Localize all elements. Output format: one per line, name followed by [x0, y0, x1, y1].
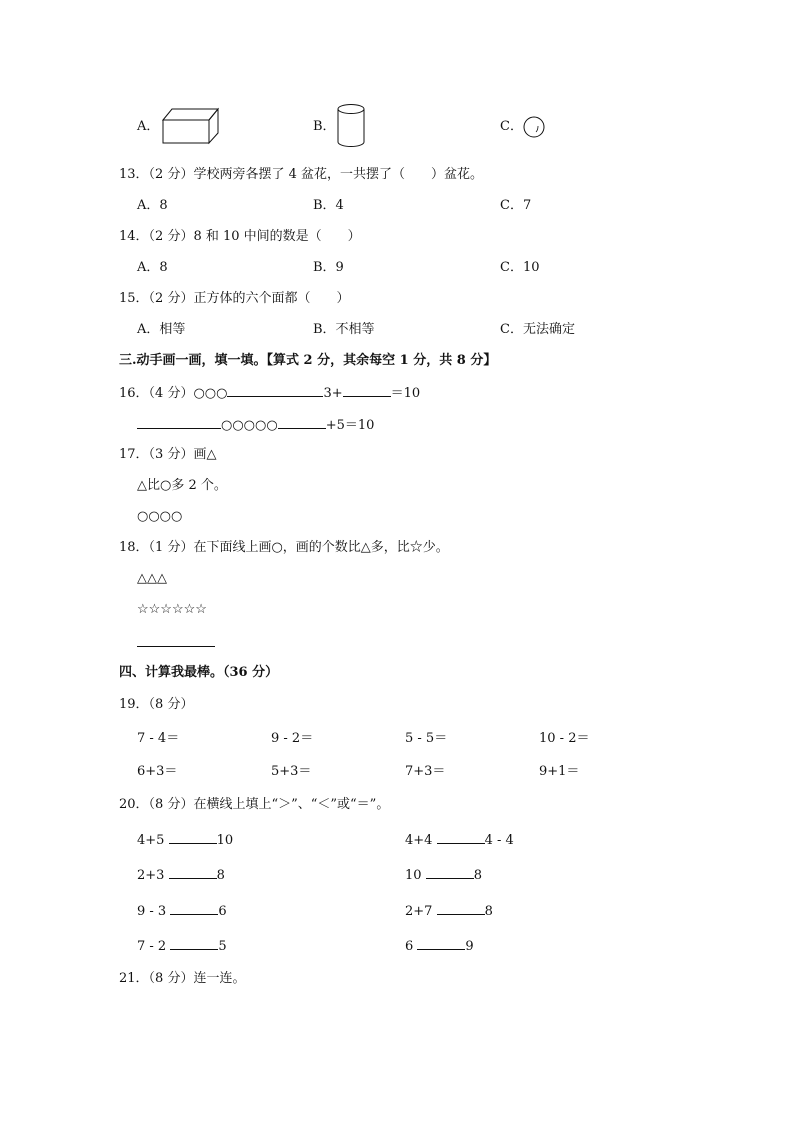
- section-3-title: 三.动手画一画，填一填。【算式 2 分，其余每空 1 分，共 8 分】: [119, 353, 497, 368]
- calc-item: 5 - 5＝: [405, 731, 448, 746]
- section-4-title: 四、计算我最棒。（36 分）: [119, 665, 279, 680]
- compare-item: [137, 902, 227, 920]
- question-16-line-1: [119, 384, 420, 402]
- question-16-line-2: [137, 416, 374, 434]
- q14-option-b: B．9: [313, 260, 344, 275]
- option-label: A．: [137, 119, 160, 134]
- compare-right: 10: [216, 833, 234, 848]
- answer-blank[interactable]: [169, 866, 217, 879]
- answer-blank[interactable]: [343, 384, 391, 397]
- question-18-draw-line[interactable]: [137, 634, 215, 652]
- question-18-stem: 18．（1 分）在下面线上画○，画的个数比△多，比☆少。: [119, 540, 449, 555]
- q14-option-a: A．8: [137, 260, 168, 275]
- answer-blank[interactable]: [426, 866, 474, 879]
- expression-part: 3+: [323, 386, 343, 401]
- answer-blank[interactable]: [137, 416, 221, 429]
- q13-option-c: C．7: [500, 198, 532, 213]
- compare-item: [137, 831, 233, 849]
- answer-blank[interactable]: [169, 831, 217, 844]
- question-20-stem: 20．（8 分）在横线上填上“＞”、“＜”或“＝”。: [119, 797, 390, 812]
- compare-item: [405, 831, 514, 849]
- question-15-stem: 15．（2 分）正方体的六个面都（ ）: [119, 291, 350, 306]
- sphere-icon: [523, 116, 547, 140]
- answer-blank[interactable]: [137, 634, 215, 647]
- q12-option-b: [313, 119, 336, 135]
- compare-left: 9 - 3: [137, 904, 167, 919]
- calc-item: 7 - 4＝: [137, 731, 180, 746]
- compare-left: 2+7: [405, 904, 433, 919]
- q15-option-a: A．相等: [137, 322, 186, 337]
- compare-left: 10: [405, 868, 422, 883]
- q13-option-a: A．8: [137, 198, 168, 213]
- q13-option-b: B．4: [313, 198, 344, 213]
- compare-item: [405, 866, 482, 884]
- cuboid-icon: [162, 107, 220, 145]
- option-label: B．: [313, 119, 336, 134]
- answer-blank[interactable]: [437, 902, 485, 915]
- calc-item: 6+3＝: [137, 764, 178, 779]
- q12-option-a: [137, 119, 159, 135]
- compare-item: [405, 902, 493, 920]
- compare-right: 6: [218, 904, 227, 919]
- question-17-circles: ○○○○: [137, 509, 183, 524]
- question-18-triangles: △△△: [137, 571, 167, 586]
- compare-left: 2+3: [137, 868, 165, 883]
- question-21-stem: 21．（8 分）连一连。: [119, 971, 246, 986]
- question-17-stem: 17．（3 分）画△: [119, 447, 217, 462]
- q15-option-c: C．无法确定: [500, 322, 575, 337]
- expression-part: ＝10: [390, 386, 421, 401]
- answer-blank[interactable]: [170, 937, 218, 950]
- compare-left: 7 - 2: [137, 939, 167, 954]
- question-19-stem: 19．（8 分）: [119, 697, 194, 712]
- cylinder-icon: [336, 103, 368, 149]
- question-16-stem: 16．（4 分）○○○: [119, 386, 228, 401]
- compare-right: 9: [465, 939, 474, 954]
- question-18-stars: ☆☆☆☆☆☆: [137, 602, 207, 617]
- compare-item: [405, 937, 474, 955]
- answer-blank[interactable]: [227, 384, 323, 397]
- compare-right: 8: [216, 868, 225, 883]
- compare-right: 4 - 4: [484, 833, 514, 848]
- compare-right: 8: [473, 868, 482, 883]
- circle-shapes: ○○○○○: [221, 418, 278, 433]
- compare-left: 4+4: [405, 833, 433, 848]
- expression-part: +5＝10: [325, 418, 375, 433]
- compare-left: 6: [405, 939, 414, 954]
- q14-option-c: C．10: [500, 260, 540, 275]
- option-label: C．: [500, 119, 523, 134]
- calc-item: 7+3＝: [405, 764, 446, 779]
- calc-item: 5+3＝: [271, 764, 312, 779]
- answer-blank[interactable]: [437, 831, 485, 844]
- q15-option-b: B．不相等: [313, 322, 375, 337]
- answer-blank[interactable]: [278, 416, 326, 429]
- calc-item: 9+1＝: [539, 764, 580, 779]
- calc-item: 9 - 2＝: [271, 731, 314, 746]
- calc-item: 10 - 2＝: [539, 731, 590, 746]
- answer-blank[interactable]: [417, 937, 465, 950]
- question-17-instruction: △比○多 2 个。: [137, 478, 227, 493]
- question-13-stem: 13．（2 分）学校两旁各摆了 4 盆花，一共摆了（ ）盆花。: [119, 167, 483, 182]
- compare-item: [137, 866, 225, 884]
- compare-left: 4+5: [137, 833, 165, 848]
- compare-right: 8: [484, 904, 493, 919]
- answer-blank[interactable]: [170, 902, 218, 915]
- question-14-stem: 14．（2 分）8 和 10 中间的数是（ ）: [119, 229, 361, 244]
- compare-item: [137, 937, 227, 955]
- compare-right: 5: [218, 939, 227, 954]
- q12-option-c: [500, 119, 523, 135]
